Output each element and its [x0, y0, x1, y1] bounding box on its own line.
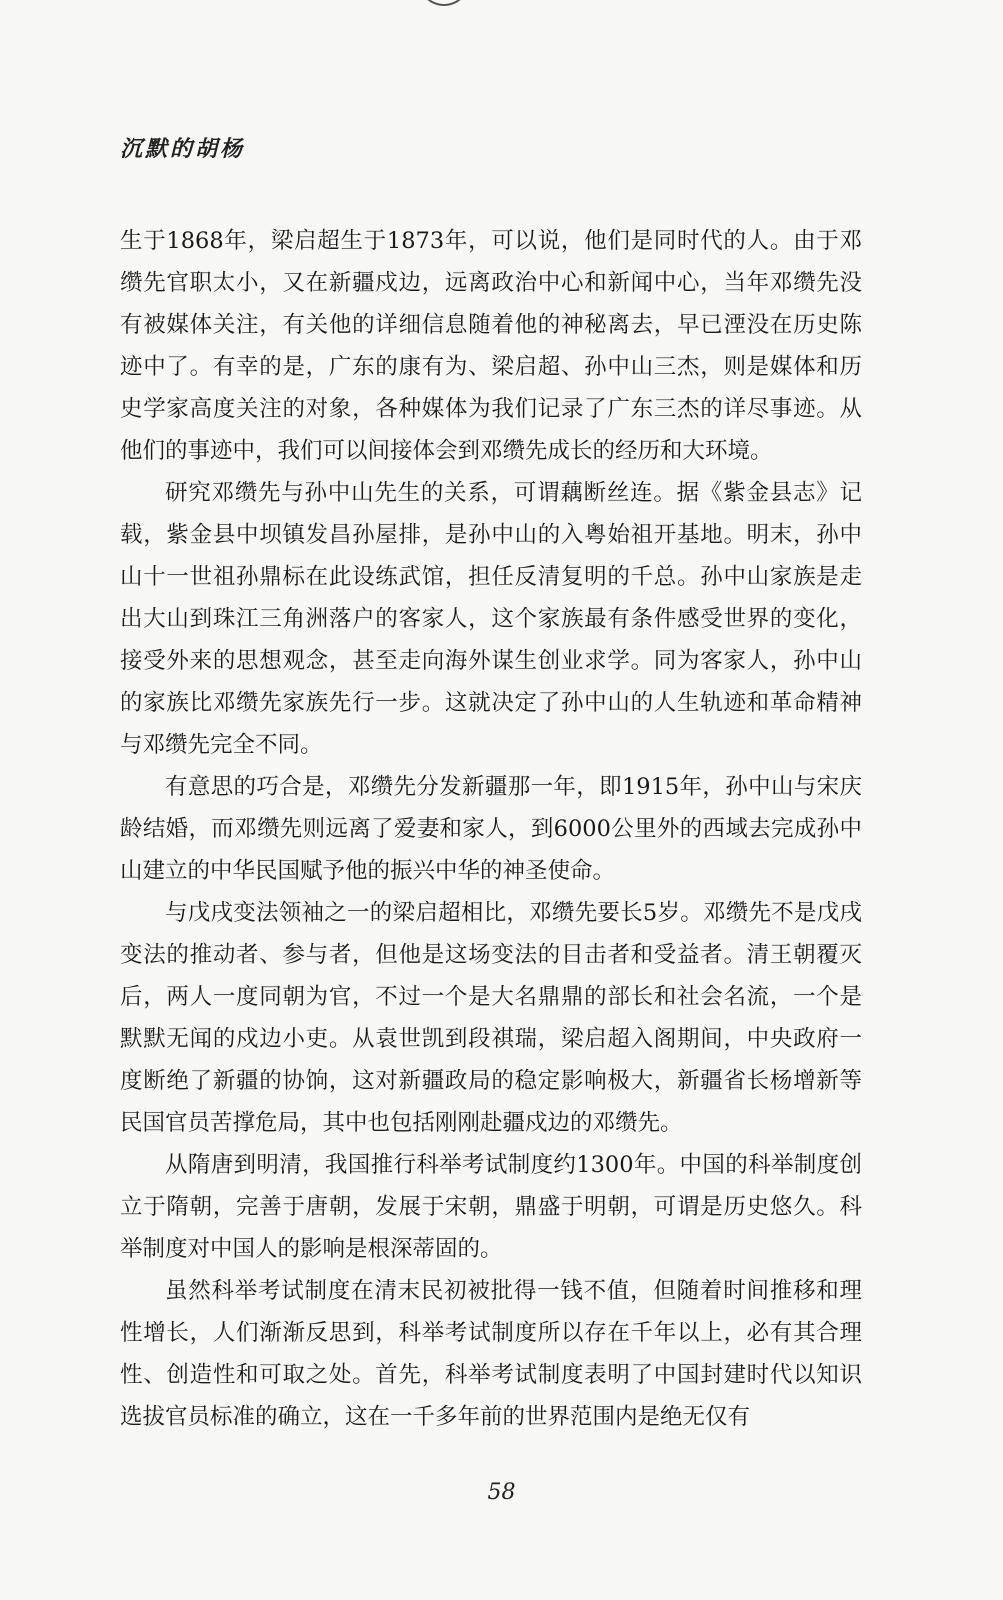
top-ornament [418, 0, 470, 6]
paragraph-continued: 生于1868年，梁启超生于1873年，可以说，他们是同时代的人。由于邓缵先官职太小，又在新疆戍边，远离政治中心和新闻中心，当年邓缵先没有被媒体关注，有关他的详细信息随着他的神秘离去，早已湮没在历史陈迹中了。有幸的是，广东的康有为、梁启超、孙中山三杰，则是媒体和历史学家高度关注的对象，各种媒体为我们记录了广东三杰的详尽事迹。从他们的事迹中，我们可以间接体会到邓缵先成长的经历和大环境。 [120, 228, 862, 464]
paragraph: 研究邓缵先与孙中山先生的关系，可谓藕断丝连。据《紫金县志》记载，紫金县中坝镇发昌孙屋排，是孙中山的入粤始祖开基地。明末，孙中山十一世祖孙鼎标在此设练武馆，担任反清复明的千总。孙中山家族是走出大山到珠江三角洲落户的客家人，这个家族最有条件感受世界的变化，接受外来的思想观念，甚至走向海外谋生创业求学。同为客家人，孙中山的家族比邓缵先家族先行一步。这就决定了孙中山的人生轨迹和革命精神与邓缵先完全不同。 [120, 480, 862, 758]
body-text [120, 220, 862, 1438]
page-number: 58 [487, 1480, 516, 1505]
running-head: 沉默的胡杨 [120, 136, 246, 162]
paragraph: 虽然科举考试制度在清末民初被批得一钱不值，但随着时间推移和理性增长，人们渐渐反思到，科举考试制度所以存在千年以上，必有其合理性、创造性和可取之处。首先，科举考试制度表明了中国封建时代以知识选拔官员标准的确立，这在一千多年前的世界范围内是绝无仅有 [120, 1278, 862, 1430]
paragraph: 有意思的巧合是，邓缵先分发新疆那一年，即1915年，孙中山与宋庆龄结婚，而邓缵先则远离了爱妻和家人，到6000公里外的西域去完成孙中山建立的中华民国赋予他的振兴中华的神圣使命。 [120, 774, 862, 884]
paragraph: 与戊戌变法领袖之一的梁启超相比，邓缵先要长5岁。邓缵先不是戊戌变法的推动者、参与者，但他是这场变法的目击者和受益者。清王朝覆灭后，两人一度同朝为官，不过一个是大名鼎鼎的部长和社会名流，一个是默默无闻的戍边小吏。从袁世凯到段祺瑞，梁启超入阁期间，中央政府一度断绝了新疆的协饷，这对新疆政局的稳定影响极大，新疆省长杨增新等民国官员苦撑危局，其中也包括刚刚赴疆戍边的邓缵先。 [120, 900, 862, 1136]
paragraph: 从隋唐到明清，我国推行科举考试制度约1300年。中国的科举制度创立于隋朝，完善于唐朝，发展于宋朝，鼎盛于明朝，可谓是历史悠久。科举制度对中国人的影响是根深蒂固的。 [120, 1152, 862, 1262]
